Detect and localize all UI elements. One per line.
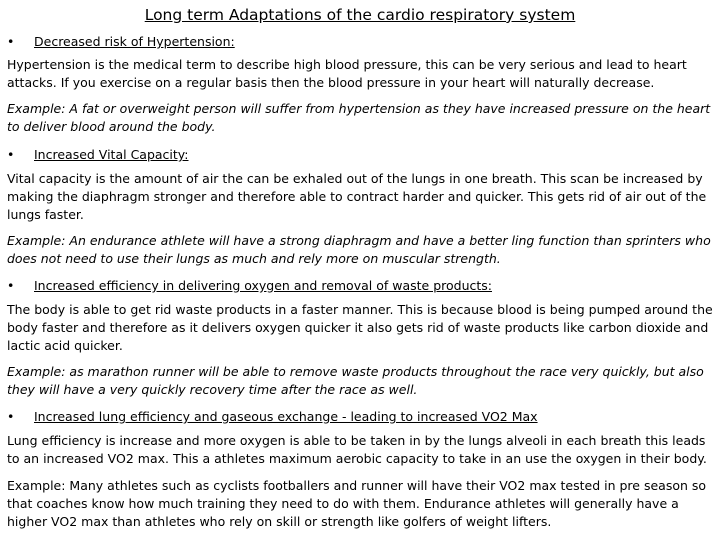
section-body-hypertension: Hypertension is the medical term to describe high blood pressure, this can be very serious and lead to heart attacks. If you exercise on a regular basis then the blood pressure in your heart will naturally decrease.: [7, 57, 687, 90]
bullet-icon: •: [7, 34, 15, 49]
document-title: Long term Adaptations of the cardio respiratory system: [144, 6, 576, 24]
section-heading-oxygen-delivery: [7, 277, 492, 294]
section-example-oxygen-delivery: Example: as marathon runner will be able to remove waste products throughout the race very quickly, but also they will have a very quickly recovery time after the race as well.: [7, 364, 704, 397]
section-body-vital-capacity: Vital capacity is the amount of air the can be exhaled out of the lungs in one breath. This scan be increased by making the diaphragm stronger and therefore able to contract harder and quicker. This gets rid of air out of the lungs faster.: [7, 171, 707, 222]
section-heading-hypertension: [7, 33, 235, 50]
bullet-icon: •: [7, 147, 15, 162]
section-heading-lung-efficiency: [7, 408, 538, 425]
section-example-vital-capacity: Example: An endurance athlete will have a strong diaphragm and have a better ling function than sprinters who does not need to use their lungs as much and rely more on muscular strength.: [7, 233, 711, 266]
section-example-hypertension: Example: A fat or overweight person will suffer from hypertension as they have increased pressure on the heart to deliver blood around the body.: [7, 101, 711, 134]
section-body-lung-efficiency: Lung efficiency is increase and more oxygen is able to be taken in by the lungs alveoli in each breath this leads to an increased VO2 max. This a athletes maximum aerobic capacity to take in an use the oxygen in their body.: [7, 433, 707, 466]
section-heading-text: Increased efficiency in delivering oxygen and removal of waste products:: [34, 278, 492, 293]
section-heading-text: Increased lung efficiency and gaseous exchange - leading to increased VO2 Max: [34, 409, 538, 424]
section-heading-vital-capacity: [7, 146, 189, 163]
section-heading-text: Decreased risk of Hypertension:: [34, 34, 235, 49]
bullet-icon: •: [7, 278, 15, 293]
section-example-lung-efficiency: Example: Many athletes such as cyclists footballers and runner will have their VO2 max tested in pre season so that coaches know how much training they need to do with them. Endurance athletes will generally have a higher VO2 max than athletes who rely on skill or strength like golfers of weight lifters.: [7, 478, 707, 529]
section-heading-text: Increased Vital Capacity:: [34, 147, 189, 162]
section-body-oxygen-delivery: The body is able to get rid waste products in a faster manner. This is because blood is being pumped around the body faster and therefore as it delivers oxygen quicker it also gets rid of waste products like carbon dioxide and lactic acid quicker.: [7, 302, 713, 353]
bullet-icon: •: [7, 409, 15, 424]
